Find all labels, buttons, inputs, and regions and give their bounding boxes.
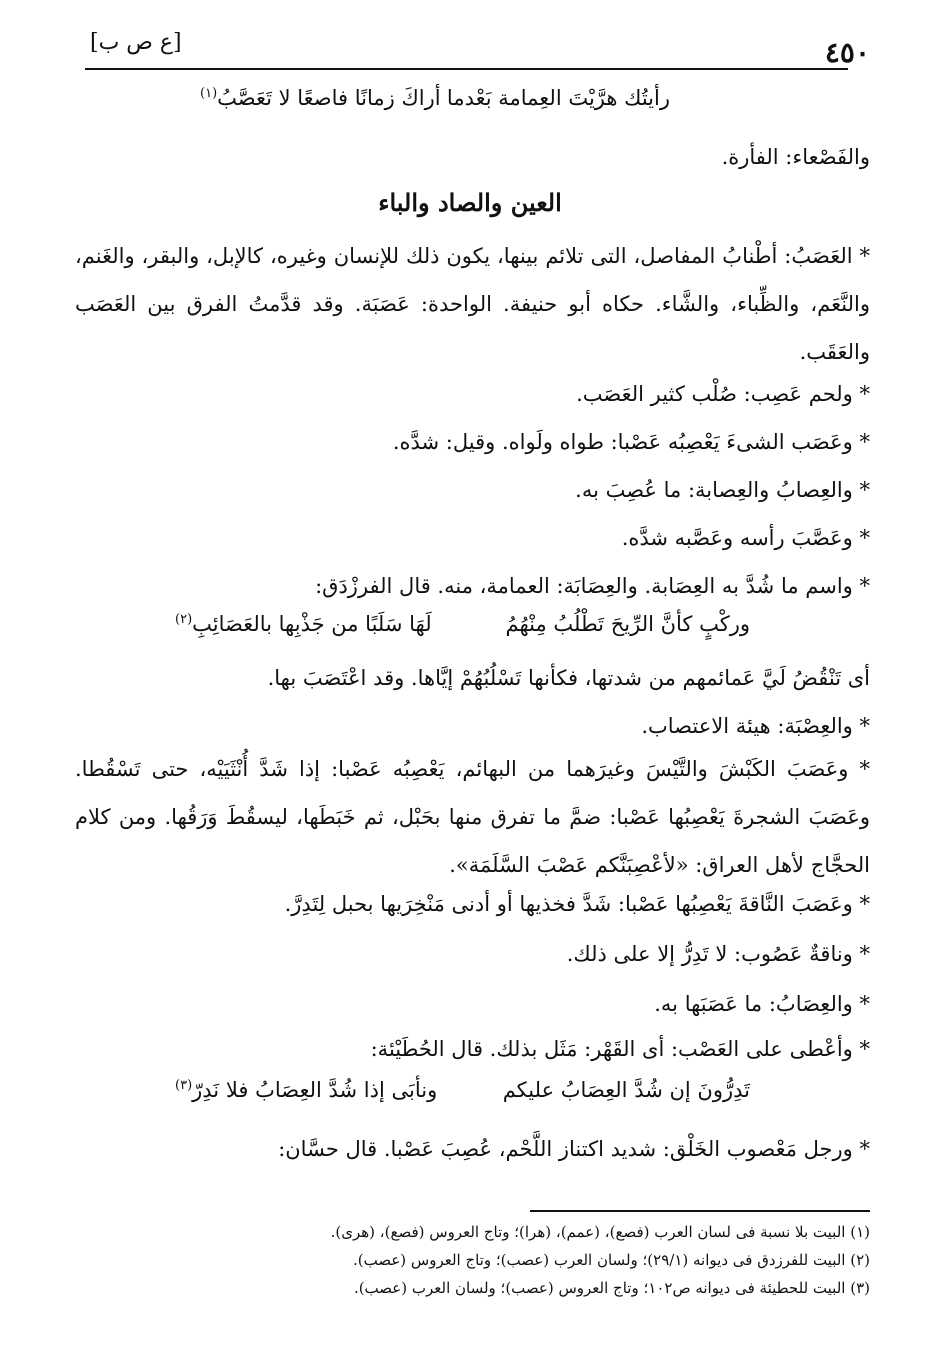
entry-paragraph: * وأعْطى على العَصْب: أى القَهْر: مَثَل بذلك. قال الحُطَيْئة: [370, 1037, 870, 1061]
entry-paragraph: * والعِصَابُ: ما عَصَبَها به. [654, 992, 870, 1016]
entry-paragraph: * وناقةٌ عَصُوب: لا تَدِرُّ إلا على ذلك. [566, 942, 870, 966]
running-head: [ع ص ب] [90, 30, 182, 55]
footnote-rule [530, 1210, 870, 1212]
opening-verse [80, 86, 870, 122]
entry-paragraph: أى تَنْقُضُ لَيَّ عَمائمهم من شدتها، فكأنها تَسْلُبُهُمْ إيَّاها. وقد اعْتَصَبَ بها. [267, 666, 870, 690]
entry-paragraph: * واسم ما شُدَّ به العِصَابة. والعِصَابَة: العمامة، منه. قال الفرزْدَق: [315, 574, 870, 598]
verse-hemistich-2 [175, 612, 432, 636]
footnote: (٢) البيت للفرزدق فى ديوانه (٢٩/١)؛ ولسان العرب (عصب)؛ وتاج العروس (عصب). [352, 1251, 870, 1269]
entry-paragraph: * ورجل مَعْصوب الخَلْق: شديد اكتناز اللَّحْم، عُصِبَ عَصْبا. قال حسَّان: [278, 1137, 870, 1161]
page-header [60, 26, 870, 69]
footnote-ref: (٢) [175, 612, 193, 627]
entry-paragraph: * ولحم عَصِب: صُلْب كثير العَصَب. [576, 382, 870, 406]
verse-hutayah [80, 1078, 870, 1114]
verse-hemistich-1: رأيتُك هرَّيْتَ العِمامة بَعْدما [446, 86, 670, 110]
verse-farazdaq [80, 612, 870, 648]
verse-hemistich-2 [175, 1078, 437, 1102]
footnotes [75, 1218, 870, 1302]
entry-paragraph: * وعَصَب الشىءَ يَعْصِبُه عَصْبا: طواه ولَواه. وقيل: شدَّه. [392, 430, 870, 454]
entry-paragraph: * والعِصابُ والعِصابة: ما عُصِبَ به. [575, 478, 870, 502]
footnote: (١) البيت بلا نسبة فى لسان العرب (فصع)، (عمم)، (هرا)؛ وتاج العروس (فصع)، (هرى). [330, 1223, 870, 1241]
footnote-ref: (٣) [175, 1078, 193, 1093]
entry-paragraph: * وعَصَبَ النَّاقةَ يَعْصِبُها عَصْبا: شَدَّ فخذيها أو أدنى مَنْخِرَيها بحبل لِتَدِرَّ. [284, 892, 870, 916]
entry-paragraph: * وعَصَّبَ رأسه وعَصَّبه شدَّه. [621, 526, 870, 550]
verse-hemistich-2-text: ونأبَى إذا شُدَّ العِصَابُ فلا نَدِرّ [192, 1078, 438, 1102]
footnote-ref: (١) [200, 86, 218, 101]
header-rule [85, 68, 848, 70]
definition-line: والفَصْعاء: الفأرة. [721, 145, 870, 169]
verse-hemistich-2-text: أراكَ زمانًا فاصعًا لا تَعَصَّبُ [217, 86, 441, 110]
entry-paragraph: * العَصَبُ: أطْنابُ المفاصل، التى تلائم بينها، يكون ذلك للإنسان وغيره، كالإبل، والبقر، والغَنم، والنَّعَم، والظِّباء، والشَّاء. حكاه أبو حنيفة. الواحدة: عَصَبَة. وقد قدَّمتُ الفرق بين العَصَب والعَقَب. [75, 244, 870, 364]
verse-hemistich-1: تَدِرُّونَ إن شُدَّ العِصَابُ عليكم [502, 1078, 750, 1102]
footnote: (٣) البيت للحطيئة فى ديوانه ص١٠٢؛ وتاج العروس (عصب)؛ ولسان العرب (عصب). [353, 1279, 870, 1297]
verse-hemistich-1: وركْبٍ كأنَّ الرِّيحَ تَطْلُبُ مِنْهُمُ [505, 612, 750, 636]
entry-paragraph: * وعَصَبَ الكَبْشَ والتَّيْسَ وغيرَهما من البهائم، يَعْصِبُه عَصْبا: إذا شَدَّ أُنْثَيَيْه، حتى تَسْقُطا. وعَصَبَ الشجرةَ يَعْصِبُها عَصْبا: ضمَّ ما تفرق منها بحَبْل، ثم خَبَطَها، ليسقُطَ وَرَقُها. ومن كلام الحجَّاج لأهل العراق: «لأعْصِبَنَّكم عَصْبَ السَّلَمَة». [75, 757, 870, 877]
entry-paragraph: * والعِصْبَة: هيئة الاعتصاب. [641, 714, 870, 738]
verse-hemistich-2-text: لَهَا سَلَبًا من جَذْبِها بالعَصَائِبِ [192, 612, 432, 636]
page-number: ٤٥٠ [824, 36, 870, 69]
verse-hemistich-2 [200, 86, 441, 110]
section-title: العين والصاد والباء [378, 188, 562, 217]
